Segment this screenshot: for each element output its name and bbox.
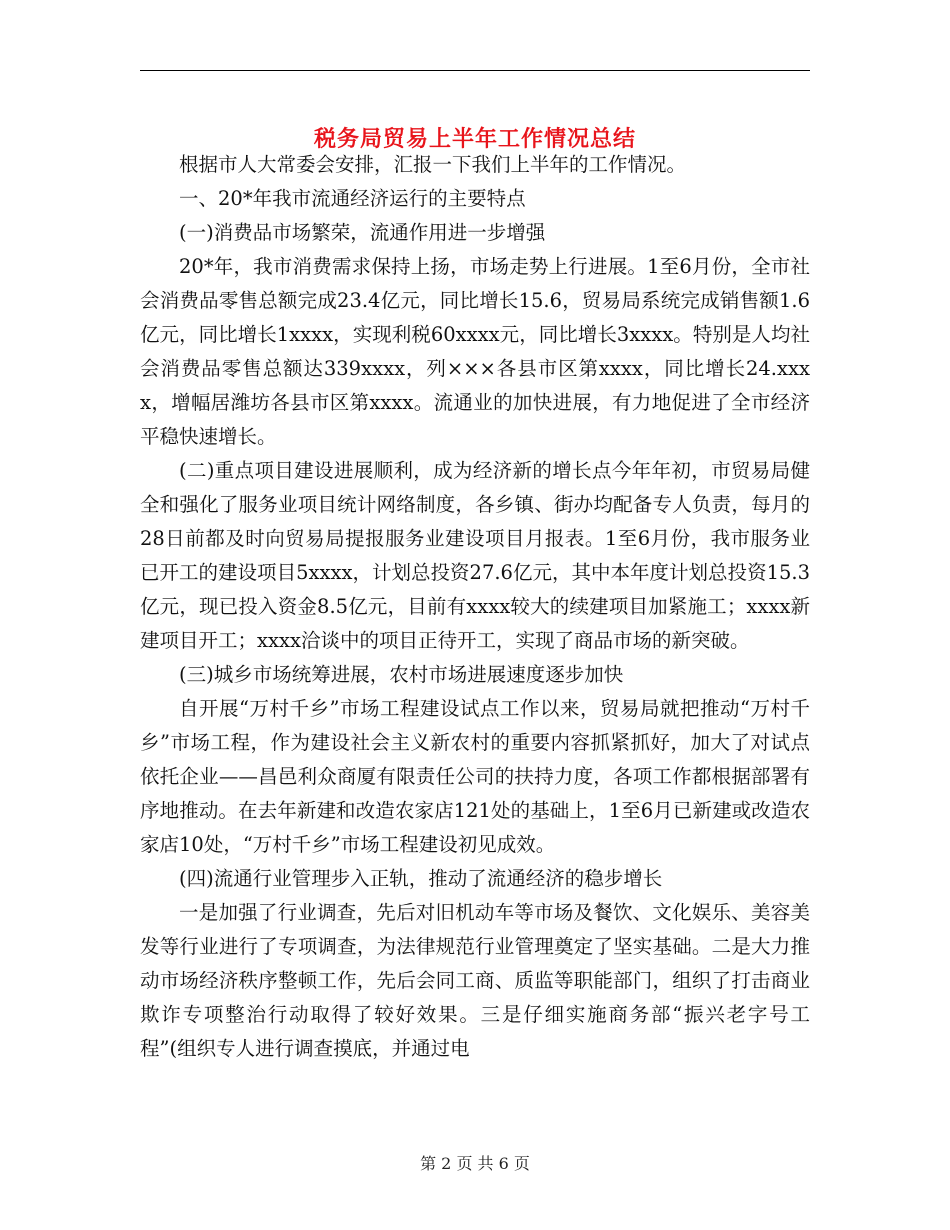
- document-title: 税务局贸易上半年工作情况总结: [313, 126, 636, 152]
- intro-paragraph: 根据市人大常委会安排，汇报一下我们上半年的工作情况。: [179, 153, 687, 176]
- subsection-heading-3: (三)城乡市场统筹进展，农村市场进展速度逐步加快: [179, 663, 624, 686]
- subsection-heading-4: (四)流通行业管理步入正轨，推动了流通经济的稳步增长: [179, 867, 663, 890]
- section-heading-1: 一、20*年我市流通经济运行的主要特点: [179, 187, 526, 210]
- header-rule: [140, 70, 810, 71]
- body-paragraph: 自开展“万村千乡”市场工程建设试点工作以来，贸易局就把推动“万村千乡”市场工程，作为建设社会主义新农村的重要内容抓紧抓好，加大了对试点依托企业——昌邑利众商厦有限责任公司的扶持力度，各项工作都根据部署有序地推动。在去年新建和改造农家店121处的基础上，1至6月已新建或改造农家店10处，“万村千乡”市场工程建设初见成效。: [140, 697, 810, 856]
- body-paragraph: 20*年，我市消费需求保持上扬，市场走势上行进展。1至6月份，全市社会消费品零售总额完成23.4亿元，同比增长15.6，贸易局系统完成销售额1.6亿元，同比增长1xxxx，实现利税60xxxx元，同比增长3xxxx。特别是人均社会消费品零售总额达339xxxx，列×××各县市区第xxxx，同比增长24.xxxx，增幅居潍坊各县市区第xxxx。流通业的加快进展，有力地促进了全市经济平稳快速增长。: [140, 255, 810, 448]
- subsection-paragraph-2: (二)重点项目建设进展顺利，成为经济新的增长点今年年初，市贸易局健全和强化了服务业项目统计网络制度，各乡镇、街办均配备专人负责，每月的28日前都及时向贸易局提报服务业建设项目月报表。1至6月份，我市服务业已开工的建设项目5xxxx，计划总投资27.6亿元，其中本年度计划总投资15.3亿元，现已投入资金8.5亿元，目前有xxxx较大的续建项目加紧施工；xxxx新建项目开工；xxxx洽谈中的项目正待开工，实现了商品市场的新突破。: [140, 459, 810, 652]
- page-footer: 第 2 页 共 6 页: [420, 1154, 530, 1173]
- subsection-heading-1: (一)消费品市场繁荣，流通作用进一步增强: [179, 221, 546, 244]
- document-body: [140, 148, 810, 1066]
- body-paragraph: 一是加强了行业调查，先后对旧机动车等市场及餐饮、文化娱乐、美容美发等行业进行了专项调查，为法律规范行业管理奠定了坚实基础。二是大力推动市场经济秩序整顿工作，先后会同工商、质监等职能部门，组织了打击商业欺诈专项整治行动取得了较好效果。三是仔细实施商务部“振兴老字号工程”(组织专人进行调查摸底，并通过电: [140, 901, 810, 1060]
